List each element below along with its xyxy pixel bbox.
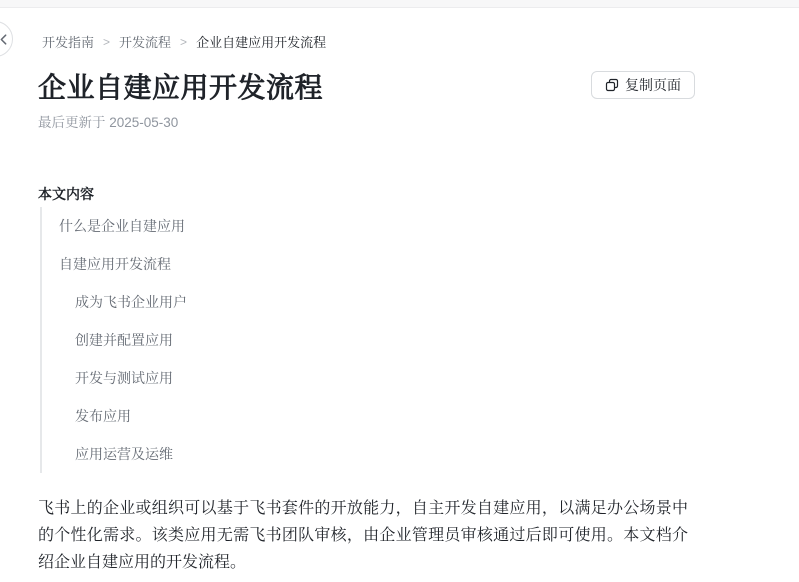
- breadcrumb-item-dev-guide[interactable]: 开发指南: [42, 35, 95, 50]
- toc-item-create-configure-app[interactable]: 创建并配置应用: [75, 332, 173, 348]
- copy-page-button[interactable]: [591, 71, 695, 99]
- toc-item-publish-app[interactable]: 发布应用: [75, 408, 131, 424]
- page-title: 企业自建应用开发流程: [38, 72, 324, 103]
- toc-item-app-operation-maintenance[interactable]: 应用运营及运维: [75, 446, 173, 462]
- breadcrumb: [42, 32, 326, 51]
- toc-item-what-is-custom-app[interactable]: 什么是企业自建应用: [59, 218, 185, 234]
- breadcrumb-separator: >: [180, 34, 188, 49]
- breadcrumb-item-current: 企业自建应用开发流程: [196, 35, 327, 50]
- breadcrumb-separator: >: [103, 34, 111, 49]
- breadcrumb-item-dev-process[interactable]: 开发流程: [119, 35, 172, 50]
- toc-item-develop-test-app[interactable]: 开发与测试应用: [75, 370, 173, 386]
- table-of-contents: [40, 207, 360, 473]
- toc-heading: 本文内容: [38, 186, 94, 202]
- last-updated-text: 最后更新于 2025-05-30: [38, 115, 179, 130]
- intro-paragraph: 飞书上的企业或组织可以基于飞书套件的开放能力，自主开发自建应用，以满足办公场景中的个性化需求。该类应用无需飞书团队审核，由企业管理员审核通过后即可使用。本文档介绍企业自建应用的开发流程。: [38, 500, 688, 571]
- toc-item-custom-app-dev-process[interactable]: 自建应用开发流程: [59, 256, 171, 272]
- top-bar: [0, 0, 799, 8]
- copy-page-button-label: 复制页面: [625, 77, 681, 93]
- back-button[interactable]: [0, 21, 13, 57]
- toc-item-become-feishu-enterprise-user[interactable]: 成为飞书企业用户: [75, 294, 187, 310]
- copy-icon: [605, 78, 619, 92]
